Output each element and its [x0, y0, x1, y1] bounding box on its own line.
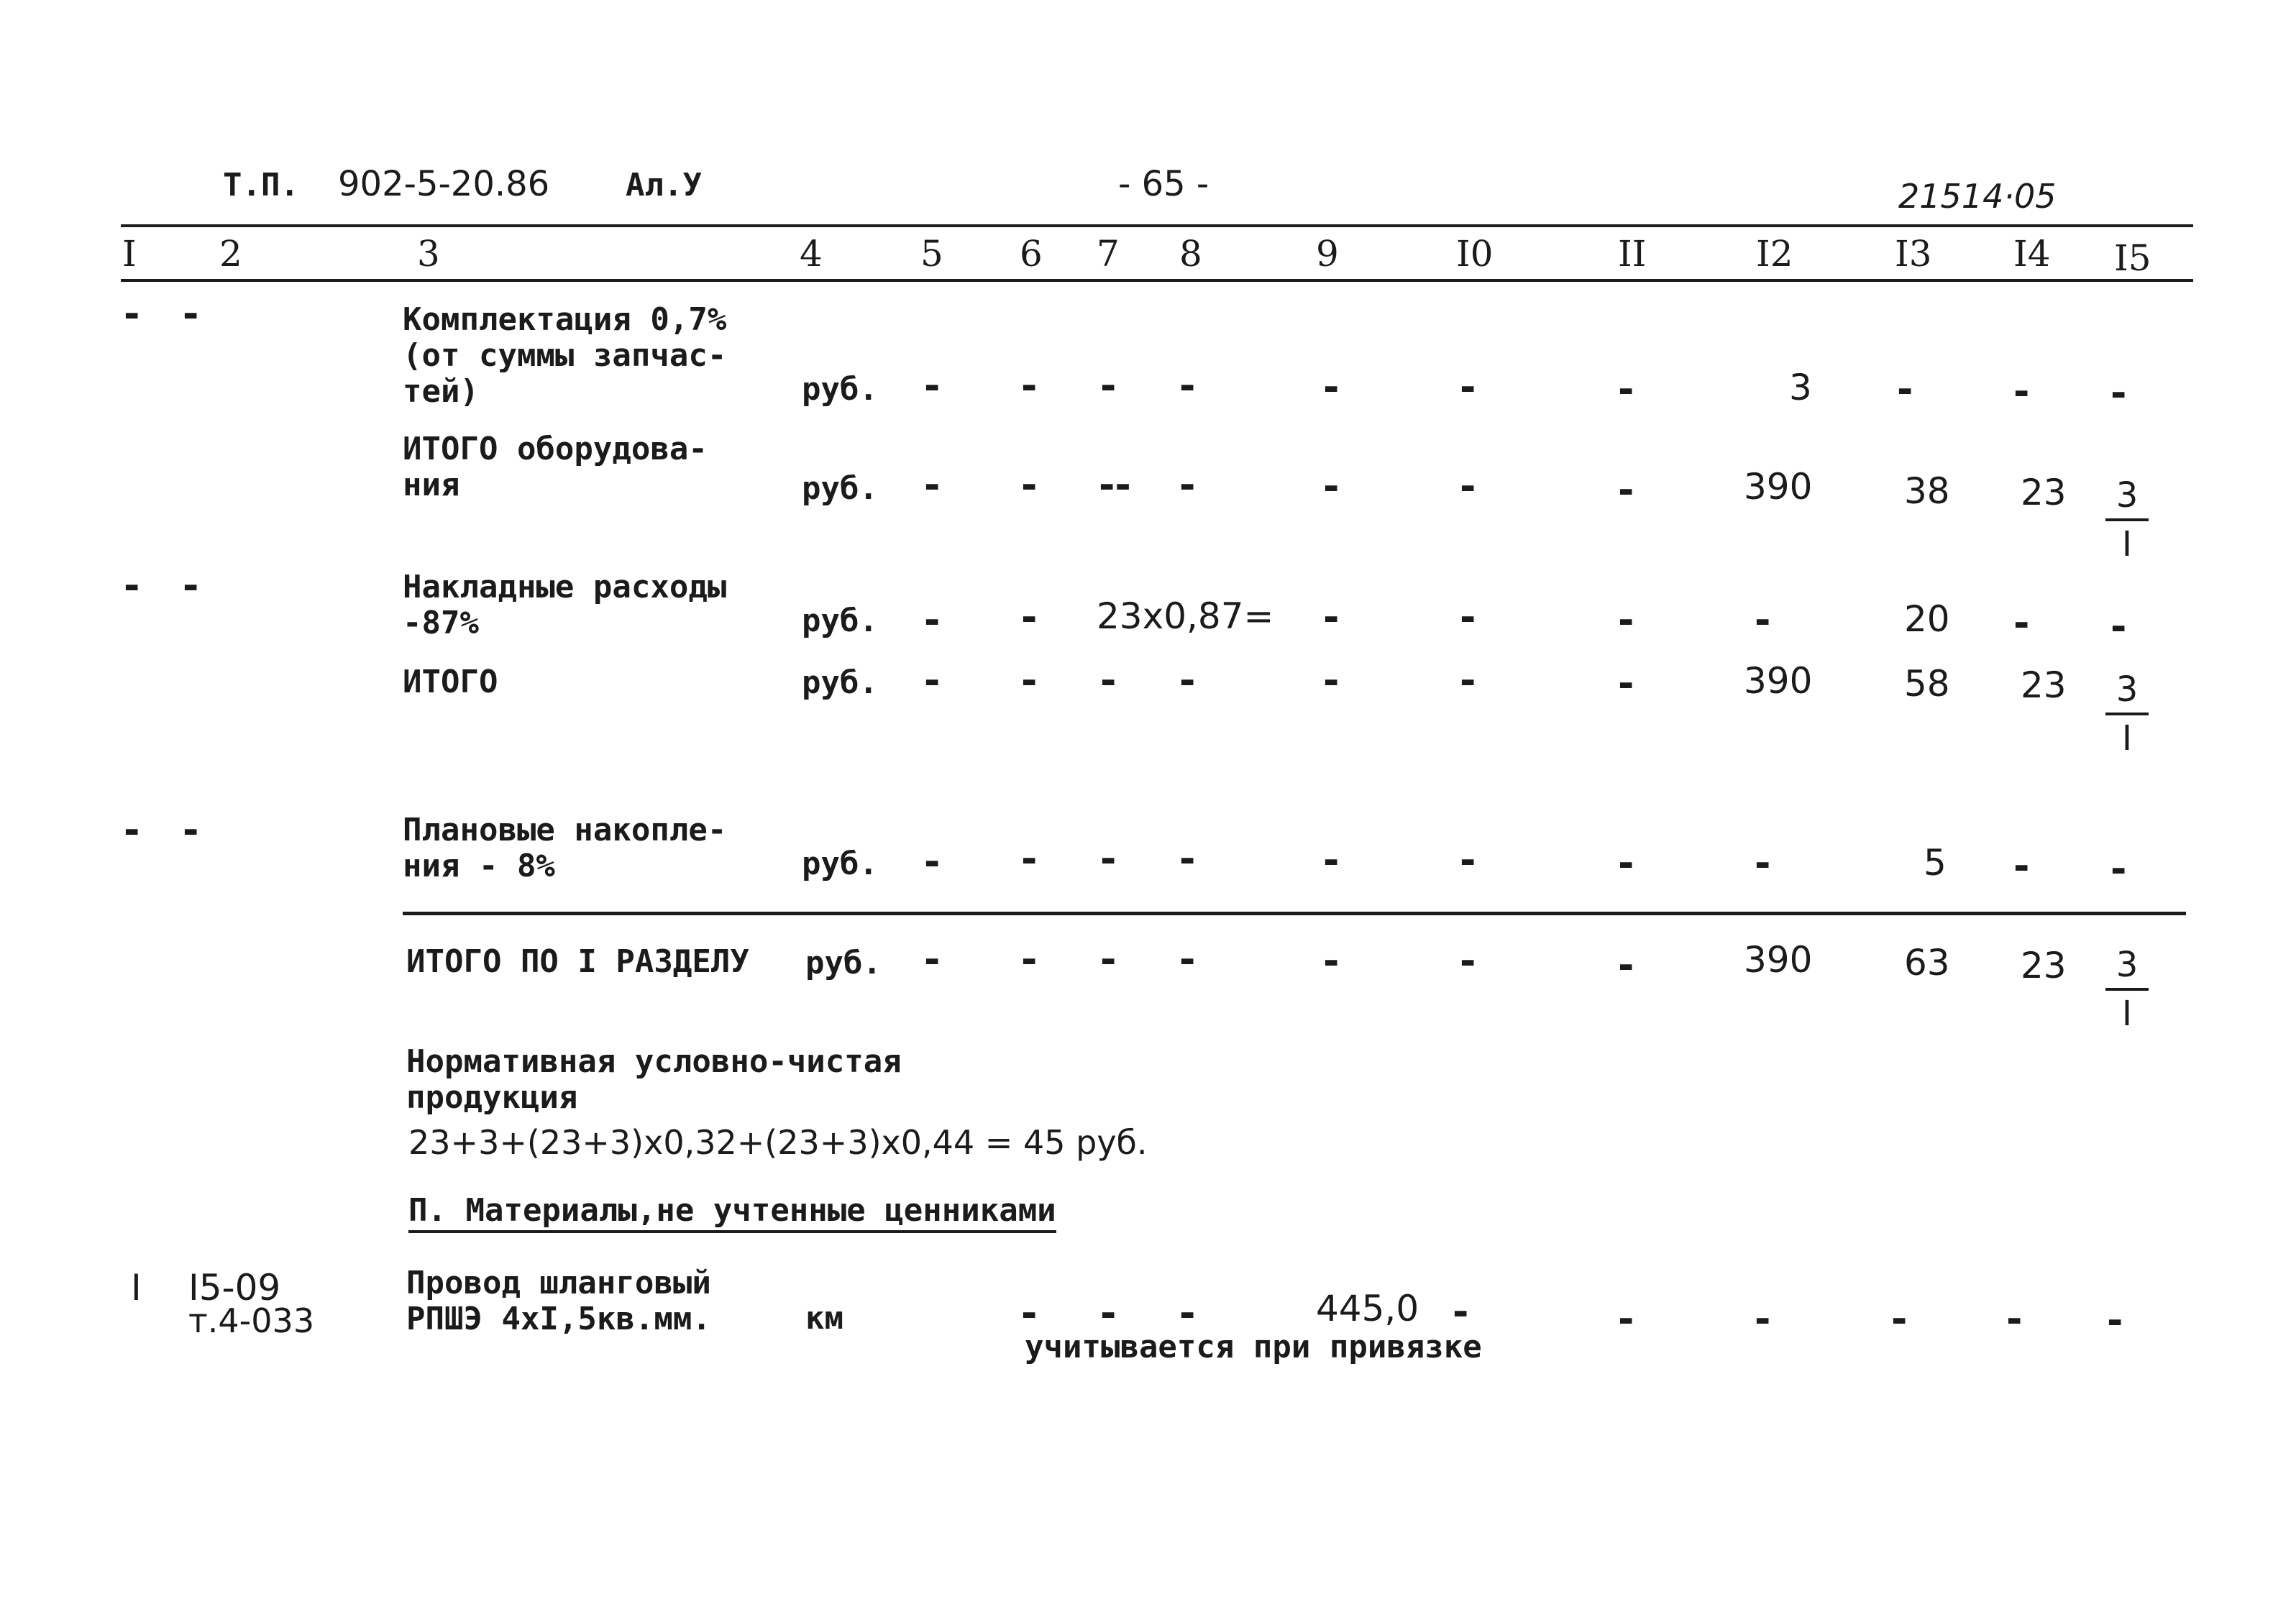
row-komplekt-c12: 3 [1789, 367, 1812, 408]
row-planovye-c6: - [1021, 836, 1038, 881]
row-komplekt-c7: - [1100, 363, 1117, 408]
row-provod-col2-code: I5-09 [188, 1267, 281, 1309]
tp-label: Т.П. [223, 167, 299, 203]
row-itogo-razdel-c11: - [1618, 943, 1634, 988]
tp-number: 902-5-20.86 [338, 164, 550, 204]
row-itogo-c8: - [1179, 658, 1196, 703]
norm-formula: 23+3+(23+3)х0,32+(23+3)х0,44 = 45 руб. [408, 1123, 1148, 1162]
row-itogo-c7: - [1100, 658, 1117, 703]
row-itogo-obor-c15-fraction: 3 I [2105, 478, 2149, 562]
row-planovye-c13: 5 [1924, 842, 1947, 884]
row-provod-c9: 445,0 [1316, 1288, 1419, 1329]
row-komplekt-c9: - [1323, 365, 1340, 410]
row-itogo-obor-c7: -- [1099, 462, 1131, 508]
row-provod-c12: - [1755, 1296, 1771, 1342]
row-provod-c7: - [1100, 1291, 1117, 1336]
row-provod-text: Провод шланговый РПШЭ 4хI,5кв.мм. [406, 1265, 711, 1337]
row-provod-col1: I [131, 1267, 142, 1309]
row-provod-col2-table: т.4-033 [188, 1301, 315, 1340]
row-planovye-c12: - [1755, 840, 1771, 886]
row-itogo-obor-c10: - [1460, 464, 1476, 509]
row-itogo-obor-unit: руб. [802, 470, 878, 507]
row-komplekt-text: Комплектация 0,7% (от суммы запчас- тей) [403, 301, 727, 410]
row-itogo-obor-c11: - [1618, 467, 1634, 513]
row-komplekt-c10: - [1460, 365, 1476, 410]
row-provod-unit: км [805, 1300, 843, 1337]
row-itogo-razdel-c5: - [924, 937, 941, 982]
col-header-15: I5 [2114, 237, 2151, 279]
col-header-13: I3 [1895, 233, 1932, 275]
col-header-1: I [122, 233, 137, 275]
row-itogo-obor-c14: 23 [2021, 472, 2067, 513]
row-planovye-c15: - [2110, 846, 2127, 892]
row-itogo-c14: 23 [2021, 664, 2067, 706]
section-total-rule [403, 912, 2186, 915]
row-itogo-c9: - [1323, 658, 1340, 703]
row-itogo-razdel-c13: 63 [1904, 942, 1950, 984]
row-itogo-c13: 58 [1904, 663, 1950, 705]
row-planovye-col1: - [124, 807, 140, 853]
row-itogo-text: ИТОГО [403, 664, 498, 700]
row-itogo-c12: 390 [1744, 660, 1813, 702]
row-komplekt-c11: - [1618, 367, 1634, 412]
row-nakladnye-c6: - [1021, 595, 1038, 640]
row-planovye-c8: - [1179, 836, 1196, 881]
row-planovye-c10: - [1460, 838, 1476, 883]
row-itogo-razdel-c14: 23 [2021, 945, 2067, 986]
row-itogo-unit: руб. [802, 664, 878, 701]
row-planovye-c14: - [2013, 843, 2030, 889]
row-itogo-razdel-c8: - [1179, 937, 1196, 982]
row-planovye-c7: - [1100, 836, 1117, 881]
row-nakladnye-c8: 23х0,87= [1097, 595, 1274, 637]
row-itogo-razdel-c10: - [1460, 938, 1476, 984]
row-itogo-razdel-c15-fraction: 3 I [2105, 948, 2149, 1031]
row-itogo-c5: - [924, 658, 941, 703]
row-itogo-c10: - [1460, 658, 1476, 703]
col-header-12: I2 [1756, 233, 1793, 275]
row-komplekt-c14: - [2013, 369, 2030, 414]
row-nakladnye-c9: - [1323, 595, 1340, 640]
row-nakladnye-c12: - [1755, 597, 1771, 643]
row-nakladnye-c5: - [924, 597, 941, 643]
col-header-9: 9 [1316, 233, 1339, 275]
row-planovye-text: Плановые накопле- ния - 8% [403, 812, 727, 884]
row-itogo-c15-fraction: 3 I [2105, 672, 2149, 756]
row-itogo-razdel-text: ИТОГО ПО I РАЗДЕЛУ [406, 943, 749, 980]
row-itogo-razdel-c9: - [1323, 938, 1340, 984]
row-provod-c10: - [1453, 1289, 1469, 1334]
col-header-5: 5 [920, 233, 943, 275]
col-header-3: 3 [417, 233, 440, 275]
section-2-title: П. Материалы,не учтенные ценниками [408, 1195, 1056, 1227]
col-header-10: I0 [1456, 233, 1494, 275]
row-planovye-unit: руб. [802, 846, 878, 882]
row-nakladnye-text: Накладные расходы -87% [403, 569, 727, 641]
col-header-6: 6 [1020, 233, 1043, 275]
row-itogo-obor-c5: - [924, 462, 941, 508]
row-planovye-c11: - [1618, 840, 1634, 886]
row-nakladnye-col2: - [183, 563, 199, 608]
row-itogo-obor-c13: 38 [1904, 470, 1950, 512]
col-header-11: II [1618, 233, 1647, 275]
row-nakladnye-unit: руб. [802, 603, 878, 639]
row-provod-c6: - [1021, 1291, 1038, 1336]
sheet-number: 21514·05 [1898, 177, 2057, 216]
row-itogo-c11: - [1618, 661, 1634, 706]
norm-text: Нормативная условно-чистая продукция [406, 1043, 902, 1116]
col-header-2: 2 [219, 233, 242, 275]
row-nakladnye-c15: - [2110, 604, 2127, 649]
col-header-7: 7 [1097, 233, 1120, 275]
row-provod-c15: - [2107, 1298, 2123, 1343]
row-komplekt-col2: - [183, 291, 199, 336]
row-komplekt-c5: - [924, 363, 941, 408]
row-itogo-obor-c8: - [1179, 462, 1196, 508]
page-number: - 65 - [1118, 164, 1209, 204]
row-itogo-c6: - [1021, 658, 1038, 703]
col-header-4: 4 [800, 233, 823, 275]
row-planovye-col2: - [183, 807, 199, 853]
header-bottom-rule [121, 279, 2193, 282]
row-itogo-razdel-c6: - [1021, 937, 1038, 982]
row-planovye-c5: - [924, 839, 941, 884]
row-itogo-obor-c12: 390 [1744, 466, 1813, 508]
row-nakladnye-col1: - [124, 563, 140, 608]
row-nakladnye-c11: - [1618, 597, 1634, 643]
row-itogo-obor-text: ИТОГО оборудова- ния [403, 431, 708, 503]
col-header-8: 8 [1179, 233, 1202, 275]
album-label: Ал.У [626, 167, 702, 203]
row-komplekt-c13: - [1897, 367, 1913, 412]
row-itogo-obor-c9: - [1323, 464, 1340, 509]
row-nakladnye-c13: 20 [1904, 598, 1950, 640]
row-komplekt-c8: - [1179, 363, 1196, 408]
row-nakladnye-c10: - [1460, 595, 1476, 640]
row-provod-c8: - [1179, 1291, 1196, 1336]
row-provod-note: учитывается при привязке [1025, 1329, 1482, 1365]
row-itogo-razdel-c7: - [1100, 937, 1117, 982]
row-nakladnye-c14: - [2013, 600, 2030, 646]
row-komplekt-c15: - [2110, 370, 2127, 416]
col-header-14: I4 [2013, 233, 2051, 275]
header-top-rule [121, 224, 2193, 227]
row-komplekt-col1: - [124, 291, 140, 336]
row-itogo-razdel-c12: 390 [1744, 939, 1813, 981]
row-itogo-obor-c6: - [1021, 462, 1038, 508]
row-planovye-c9: - [1323, 838, 1340, 883]
row-itogo-razdel-unit: руб. [805, 945, 882, 981]
row-provod-c13: - [1891, 1296, 1908, 1342]
row-provod-c11: - [1618, 1296, 1634, 1342]
row-provod-c14: - [2006, 1296, 2023, 1342]
row-komplekt-unit: руб. [802, 371, 878, 408]
row-komplekt-c6: - [1021, 363, 1038, 408]
